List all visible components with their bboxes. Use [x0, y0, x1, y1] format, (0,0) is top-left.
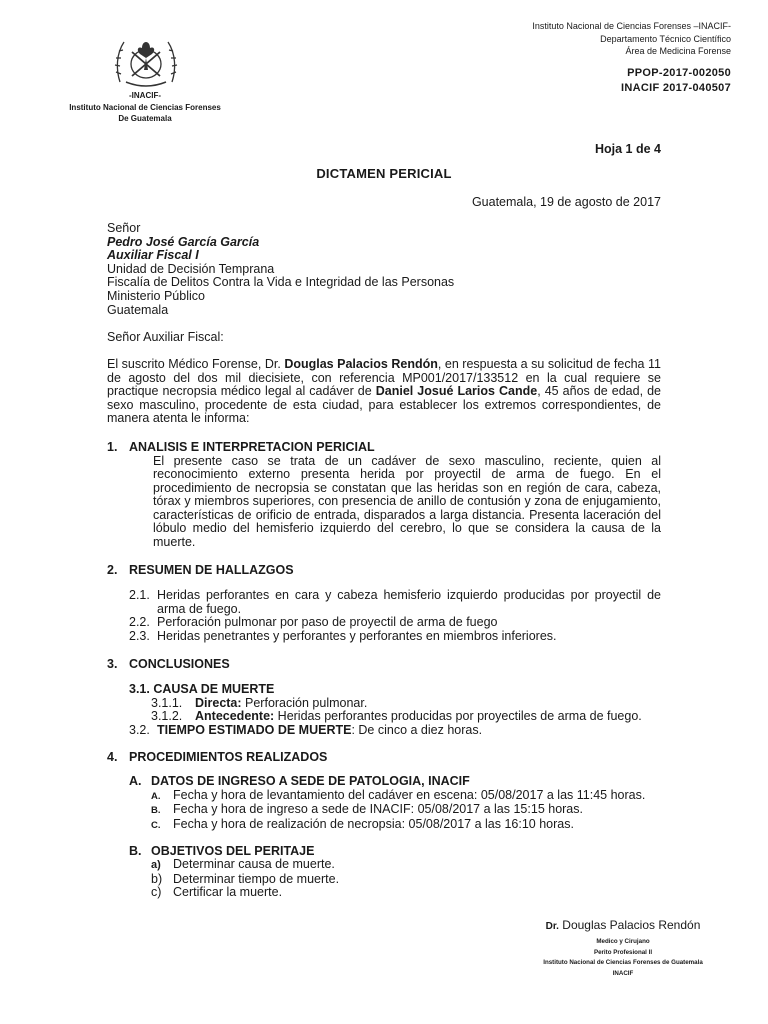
addressee-unit: Unidad de Decisión Temprana	[107, 261, 275, 276]
logo-name-line2: De Guatemala	[118, 114, 172, 123]
section-1-title: ANALISIS E INTERPRETACION PERICIAL	[129, 439, 375, 454]
section-1-heading	[107, 441, 661, 455]
logo-acronym: -INACIF-	[129, 91, 161, 100]
signature-line2: Perito Profesional II	[593, 948, 653, 956]
item-number: 2.1.	[129, 588, 150, 603]
institution-line2: Departamento Técnico Científico	[600, 33, 731, 44]
item-text: Determinar causa de muerte.	[173, 857, 335, 872]
addressee-city: Guatemala	[107, 302, 169, 317]
item-number: 2.2.	[129, 615, 150, 630]
section-2-heading	[107, 564, 661, 578]
addressee-office: Fiscalía de Delitos Contra la Vida e Integridad de las Personas	[107, 275, 455, 290]
direct-text: Perforación pulmonar.	[241, 695, 368, 710]
institution-line1: Instituto Nacional de Ciencias Forenses –INACIF-	[532, 21, 731, 31]
item-text: Heridas perforantes en cara y cabeza hemisferio izquierdo producidas por proyectil de arma de fuego.	[157, 588, 661, 616]
list-item	[151, 818, 661, 833]
addressee-ministry: Ministerio Público	[107, 288, 205, 303]
cause-antecedent	[151, 710, 661, 724]
signature-doctor: Douglas Palacios Rendón	[558, 918, 701, 932]
list-item	[129, 616, 661, 630]
estimated-time-of-death	[107, 724, 661, 738]
item-text: Fecha y hora de realización de necropsia: 05/08/2017 a las 16:10 horas.	[173, 816, 574, 831]
list-item	[151, 858, 661, 873]
item-number: 3.1.1.	[151, 695, 183, 710]
document-body	[107, 222, 661, 900]
item-text: Fecha y hora de ingreso a sede de INACIF: 05/08/2017 a las 15:15 horas.	[173, 802, 583, 817]
subsection-a-title: DATOS DE INGRESO A SEDE DE PATOLOGIA, INACIF	[151, 774, 470, 789]
intro-deceased: Daniel Josué Larios Cande	[375, 384, 538, 399]
page-indicator: Hoja 1 de 4	[595, 142, 661, 156]
item-text: Certificar la muerte.	[173, 885, 283, 900]
reference-numbers	[431, 66, 731, 96]
logo-name-line1: Instituto Nacional de Ciencias Forenses	[69, 102, 221, 112]
section-2-title: RESUMEN DE HALLAZGOS	[129, 562, 294, 577]
item-number: 2.3.	[129, 629, 150, 644]
institution-line3: Área de Medicina Forense	[625, 46, 731, 56]
ppop-reference: PPOP-2017-002050	[627, 67, 731, 79]
objectives-list	[107, 858, 661, 900]
institution-header	[411, 20, 731, 58]
signature-details	[0, 937, 768, 979]
signature-prefix: Dr.	[545, 921, 559, 932]
item-letter: B.	[151, 805, 161, 817]
document-date: Guatemala, 19 de agosto de 2017	[471, 195, 661, 209]
signature-name	[0, 918, 768, 932]
direct-label: Directa:	[195, 695, 242, 710]
section-4-heading	[107, 751, 661, 765]
addressee-role: Auxiliar Fiscal I	[107, 248, 199, 263]
item-text: Perforación pulmonar por paso de proyectil de arma de fuego	[157, 615, 498, 630]
inacif-logo	[112, 30, 180, 92]
list-item	[151, 886, 661, 900]
item-text: Fecha y hora de levantamiento del cadáver en escena: 05/08/2017 a las 11:45 horas.	[173, 787, 646, 802]
signature-line4: INACIF	[612, 969, 634, 977]
section-1-text: El presente caso se trata de un cadáver de sexo masculino, reciente, quien al reconocimiento externo presenta herida por proyectil de arma de fuego. En el procedimiento de necropsia se constatan que las heridas son en región de cara, cabeza, tórax y miembros superiores, con presencia de anillo de contusión y zona de enjugamiento, características de orificio de entrada, disparados a larga distancia. Presenta laceración del lóbulo medio del hemisferio izquierdo del cerebro, lo que se considera la causa de la muerte.	[153, 453, 661, 550]
list-item	[129, 589, 661, 616]
list-item	[151, 873, 661, 887]
subsection-a-heading	[107, 775, 661, 789]
item-text: Heridas penetrantes y perforantes y perforantes en miembros inferiores.	[157, 629, 557, 644]
greeting: Señor Auxiliar Fiscal:	[107, 329, 224, 344]
item-text: Determinar tiempo de muerte.	[173, 871, 340, 886]
time-label: TIEMPO ESTIMADO DE MUERTE	[157, 723, 352, 737]
section-3-title: CONCLUSIONES	[129, 656, 230, 671]
section-1-number: 1.	[107, 439, 118, 454]
list-item	[151, 803, 661, 818]
section-2-number: 2.	[107, 562, 118, 577]
antecedent-label: Antecedente:	[195, 709, 275, 724]
item-letter: c)	[151, 885, 162, 900]
subsection-b-heading	[107, 845, 661, 859]
item-letter: A.	[151, 790, 161, 802]
item-letter: a)	[151, 859, 161, 872]
item-letter: C.	[151, 819, 161, 831]
salutation: Señor	[107, 221, 141, 235]
list-item	[129, 630, 661, 644]
logo-caption	[40, 90, 250, 125]
signature-line1: Medico y Cirujano	[596, 938, 650, 945]
item-letter: b)	[151, 871, 163, 886]
section-3-heading	[107, 658, 661, 672]
list-item	[151, 789, 661, 804]
section-3-number: 3.	[107, 656, 118, 671]
item-number: 3.1.2.	[151, 709, 183, 724]
cause-direct	[107, 697, 661, 724]
intro-text-3: , 45 años de edad, de sexo masculino, procedente de esta ciudad, para establecer los extremos correspondientes, de manera atenta le informa:	[107, 384, 661, 426]
intro-text-1: El suscrito Médico Forense, Dr.	[107, 356, 285, 371]
document-title: DICTAMEN PERICIAL	[316, 166, 452, 181]
section-4-title: PROCEDIMIENTOS REALIZADOS	[129, 749, 328, 764]
intake-data-list	[107, 789, 661, 833]
section-4-number: 4.	[107, 749, 118, 764]
inacif-reference: INACIF 2017-040507	[621, 82, 731, 94]
item-number: 3.2.	[129, 723, 150, 737]
addressee-name: Pedro José García García	[107, 234, 260, 249]
subsection-a-letter: A.	[129, 774, 142, 789]
subsection-b-letter: B.	[129, 843, 142, 858]
findings-list	[107, 589, 661, 643]
time-text: : De cinco a diez horas.	[351, 723, 483, 737]
intro-paragraph	[107, 358, 661, 426]
intro-doctor: Douglas Palacios Rendón	[284, 356, 438, 371]
antecedent-text: Heridas perforantes producidas por proyectiles de arma de fuego.	[274, 709, 642, 724]
subsection-b-title: OBJETIVOS DEL PERITAJE	[151, 843, 315, 858]
intro-text-2: , en respuesta a su solicitud de fecha 11 de agosto del dos mil diecisiete, con referencia MP001/2017/133512 en la cual requiere se practique necropsia médico legal al cadáver de	[107, 356, 661, 399]
cause-of-death-title: 3.1. CAUSA DE MUERTE	[129, 682, 275, 697]
coat-of-arms-icon	[112, 30, 180, 92]
signature-line3: Instituto Nacional de Ciencias Forenses de Guatemala	[543, 959, 703, 966]
